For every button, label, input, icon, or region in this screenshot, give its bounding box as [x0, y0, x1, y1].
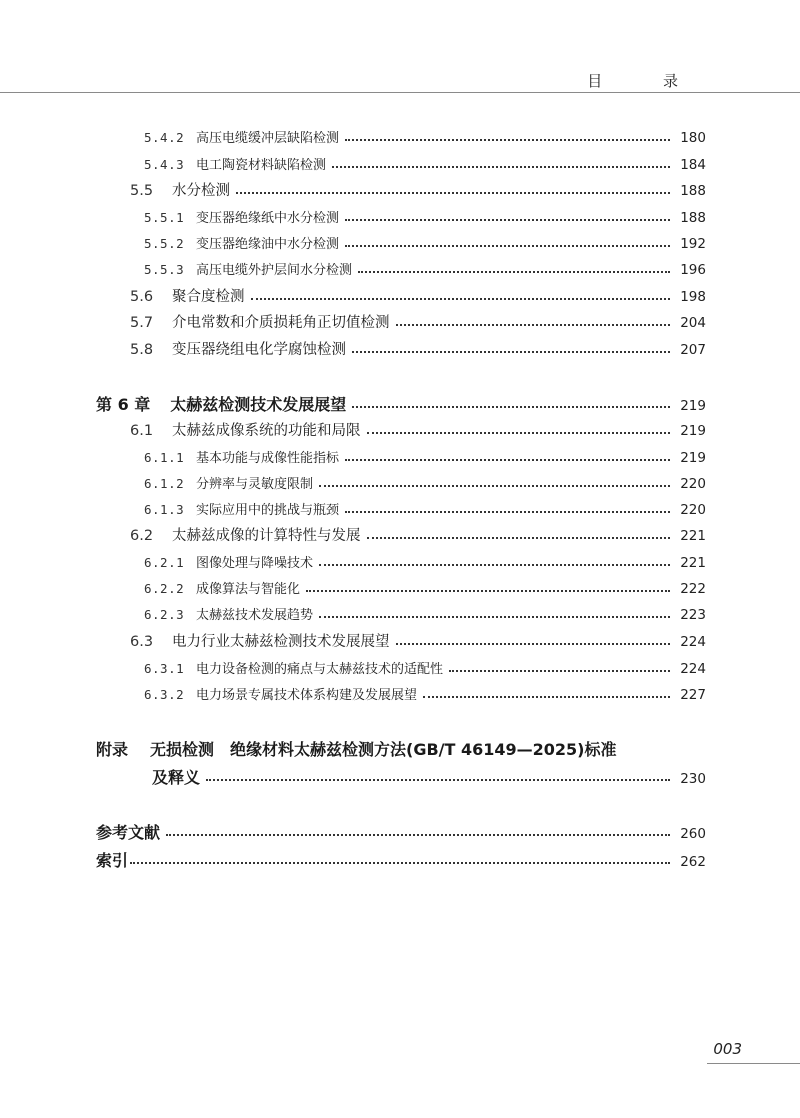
header-rule [0, 92, 800, 93]
toc-entry-6-2-3[interactable] [144, 604, 706, 623]
toc-page: 198 [680, 289, 706, 305]
toc-title: 聚合度检测 [172, 289, 245, 305]
toc-appendix-title-cont: 及释义 [152, 768, 201, 787]
toc-entry-6-2-1[interactable] [144, 552, 706, 571]
toc-chapter-title: 太赫兹检测技术发展展望 [170, 395, 347, 414]
toc-entry-6-3-1[interactable] [144, 658, 706, 677]
dot-leader [367, 537, 671, 539]
toc-page: 224 [680, 634, 706, 650]
toc-entry-5-5-3[interactable] [144, 259, 706, 278]
toc-appendix-title: 无损检测 绝缘材料太赫兹检测方法(GB/T 46149—2025)标准 [150, 740, 617, 759]
toc-page: 188 [680, 210, 706, 226]
toc-entry-5-7[interactable] [130, 311, 706, 332]
toc-title: 变压器绕组电化学腐蚀检测 [172, 342, 346, 358]
dot-leader [319, 485, 670, 487]
toc-number: 5.6 [130, 289, 154, 305]
toc-title: 成像算法与智能化 [196, 582, 301, 597]
toc-number: 5.7 [130, 315, 154, 331]
dot-leader [449, 670, 670, 672]
toc-title: 实际应用中的挑战与瓶颈 [196, 503, 340, 518]
toc-title: 图像处理与降噪技术 [196, 556, 314, 571]
toc-title: 电力行业太赫兹检测技术发展展望 [172, 634, 390, 650]
toc-page: 207 [680, 342, 706, 358]
toc-entry-6-1-2[interactable] [144, 473, 706, 492]
toc-page: 219 [680, 398, 706, 414]
dot-leader [166, 834, 670, 836]
toc-entry-5-5[interactable] [130, 179, 706, 200]
toc-chapter-number: 第 6 章 [96, 395, 151, 414]
toc-entry-5-5-2[interactable] [144, 233, 706, 252]
toc-number: 5.5.1 [144, 210, 185, 225]
toc-page: 224 [680, 661, 706, 677]
toc-page: 221 [680, 528, 706, 544]
toc-appendix-title-line[interactable] [96, 737, 617, 760]
toc-page: 222 [680, 581, 706, 597]
toc-entry-6-3[interactable] [130, 630, 706, 651]
toc-page: 260 [680, 826, 706, 842]
toc-entry-6-2-2[interactable] [144, 578, 706, 597]
toc-number: 6.1.1 [144, 450, 185, 465]
dot-leader [345, 511, 670, 513]
dot-leader [352, 351, 670, 353]
toc-entry-6-1-1[interactable] [144, 447, 706, 466]
toc-page: 230 [680, 771, 706, 787]
page-number: 003 [713, 1040, 742, 1058]
toc-number: 5.5.3 [144, 262, 185, 277]
toc-number: 6.1.2 [144, 476, 185, 491]
dot-leader [396, 643, 671, 645]
toc-title: 太赫兹技术发展趋势 [196, 608, 314, 623]
dot-leader [130, 862, 670, 864]
toc-page: 204 [680, 315, 706, 331]
dot-leader [352, 406, 670, 408]
toc-entry-5-4-2[interactable] [144, 127, 706, 146]
toc-page: 184 [680, 157, 706, 173]
toc-chapter-6[interactable] [96, 392, 706, 415]
toc-number: 6.2.3 [144, 607, 185, 622]
dot-leader [345, 139, 670, 141]
toc-title: 变压器绝缘油中水分检测 [196, 237, 340, 252]
toc-entry-5-8[interactable] [130, 338, 706, 359]
toc-number: 6.1 [130, 423, 154, 439]
toc-number: 6.2 [130, 528, 154, 544]
toc-references[interactable] [96, 820, 706, 843]
toc-appendix-entry[interactable] [152, 765, 706, 788]
toc-entry-6-2[interactable] [130, 524, 706, 545]
toc-page: 196 [680, 262, 706, 278]
toc-number: 5.8 [130, 342, 154, 358]
toc-title: 电力设备检测的痛点与太赫兹技术的适配性 [196, 662, 444, 677]
toc-entry-5-6[interactable] [130, 285, 706, 306]
toc-title: 电工陶瓷材料缺陷检测 [196, 158, 327, 173]
toc-index-title: 索引 [96, 851, 129, 870]
toc-title: 水分检测 [172, 183, 230, 199]
toc-page: 221 [680, 555, 706, 571]
toc-number: 5.5.2 [144, 236, 185, 251]
page-header-title: 目 录 [587, 72, 706, 90]
toc-page: 220 [680, 502, 706, 518]
toc-title: 变压器绝缘纸中水分检测 [196, 211, 340, 226]
toc-page: 188 [680, 183, 706, 199]
toc-index[interactable] [96, 848, 706, 871]
toc-title: 分辨率与灵敏度限制 [196, 477, 314, 492]
toc-page: 220 [680, 476, 706, 492]
toc-page: 262 [680, 854, 706, 870]
dot-leader [251, 298, 671, 300]
toc-entry-6-3-2[interactable] [144, 684, 706, 703]
toc-title: 太赫兹成像的计算特性与发展 [172, 528, 361, 544]
toc-appendix-label: 附录 [96, 740, 129, 759]
toc-references-title: 参考文献 [96, 823, 161, 842]
dot-leader [396, 324, 671, 326]
toc-entry-5-5-1[interactable] [144, 207, 706, 226]
toc-page: 227 [680, 687, 706, 703]
toc-number: 5.4.2 [144, 130, 185, 145]
toc-title: 太赫兹成像系统的功能和局限 [172, 423, 361, 439]
dot-leader [332, 166, 670, 168]
toc-title: 介电常数和介质损耗角正切值检测 [172, 315, 390, 331]
dot-leader [345, 245, 670, 247]
toc-number: 6.2.2 [144, 581, 185, 596]
toc-number: 6.2.1 [144, 555, 185, 570]
dot-leader [306, 590, 670, 592]
toc-page: 219 [680, 423, 706, 439]
toc-number: 5.4.3 [144, 157, 185, 172]
dot-leader [358, 271, 670, 273]
toc-number: 5.5 [130, 183, 154, 199]
dot-leader [345, 459, 670, 461]
dot-leader [236, 192, 670, 194]
toc-title: 高压电缆缓冲层缺陷检测 [196, 131, 340, 146]
dot-leader [319, 616, 670, 618]
toc-page: 180 [680, 130, 706, 146]
toc-number: 6.3.1 [144, 661, 185, 676]
footer-rule [707, 1063, 800, 1064]
dot-leader [367, 432, 671, 434]
toc-page: 192 [680, 236, 706, 252]
toc-title: 电力场景专属技术体系构建及发展展望 [196, 688, 418, 703]
toc-entry-6-1-3[interactable] [144, 499, 706, 518]
toc-number: 6.1.3 [144, 502, 185, 517]
dot-leader [206, 779, 670, 781]
toc-entry-5-4-3[interactable] [144, 154, 706, 173]
toc-page: 219 [680, 450, 706, 466]
toc-entry-6-1[interactable] [130, 419, 706, 440]
toc-number: 6.3.2 [144, 687, 185, 702]
toc-page: 223 [680, 607, 706, 623]
toc-title: 基本功能与成像性能指标 [196, 451, 340, 466]
dot-leader [423, 696, 670, 698]
toc-title: 高压电缆外护层间水分检测 [196, 263, 353, 278]
dot-leader [319, 564, 670, 566]
toc-number: 6.3 [130, 634, 154, 650]
dot-leader [345, 219, 670, 221]
